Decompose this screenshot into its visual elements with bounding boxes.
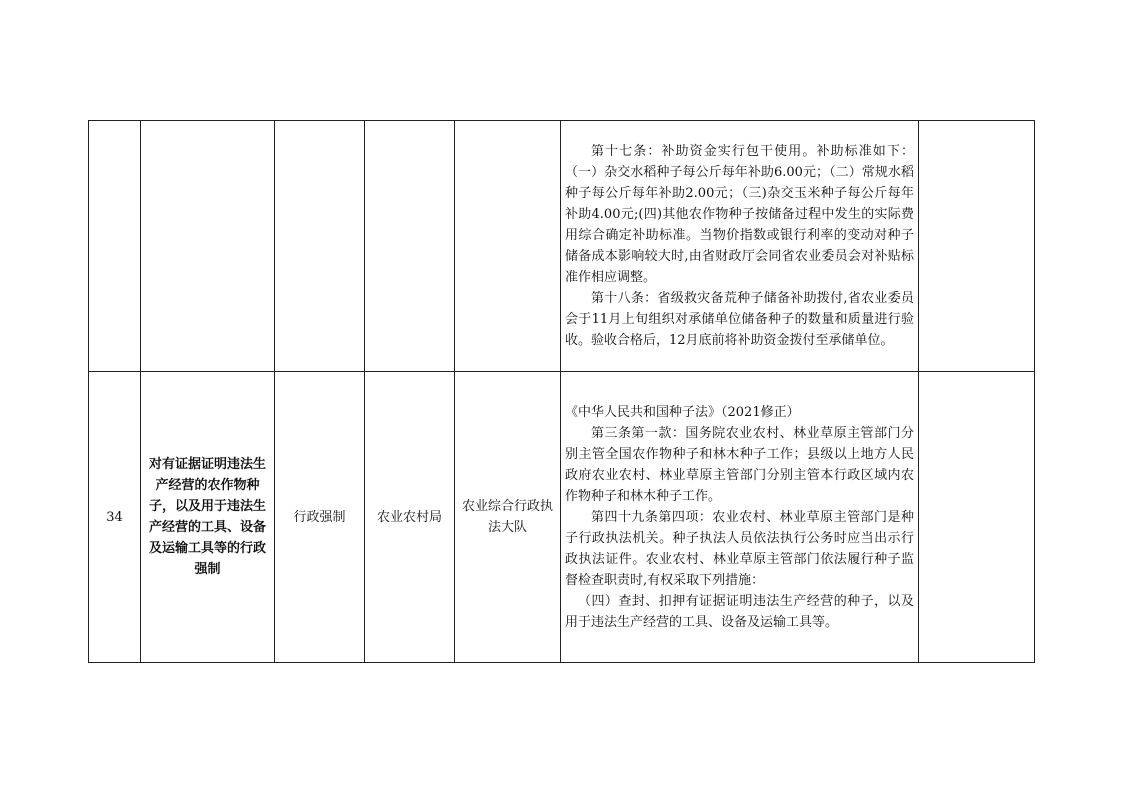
responsible-department	[365, 121, 455, 372]
legal-basis	[561, 372, 919, 663]
implementing-unit: 农业综合行政执法大队	[455, 372, 561, 663]
table-row	[89, 121, 1035, 372]
basis-paragraph: 第三条第一款：国务院农业农村、林业草原主管部门分别主管全国农作物种子和林木种子工作；县级以上地方人民政府农业农村、林业草原主管部门分别主管本行政区域内农作物种子和林木种子工作。	[565, 425, 914, 504]
item-name: 对有证据证明违法生产经营的农作物种子，以及用于违法生产经营的工具、设备及运输工具等的行政强制	[141, 372, 275, 663]
basis-paragraph: 第四十九条第四项：农业农村、林业草原主管部门是种子行政执法机关。种子执法人员依法执行公务时应当出示行政执法证件。农业农村、林业草原主管部门依法履行种子监督检查职责时,有权采取下列措施：	[565, 509, 914, 588]
implementing-unit	[455, 121, 561, 372]
responsible-department: 农业农村局	[365, 372, 455, 663]
regulation-table	[88, 120, 1035, 663]
row-number: 34	[89, 372, 141, 663]
basis-paragraph: 第十八条：省级救灾备荒种子储备补助拨付,省农业委员会于11月上旬组织对承储单位储备种子的数量和质量进行验收。验收合格后，12月底前将补助资金拨付至承储单位。	[565, 291, 914, 348]
remarks	[919, 121, 1035, 372]
basis-clause: （四）查封、扣押有证据证明违法生产经营的种子，以及用于违法生产经营的工具、设备及运输工具等。	[565, 593, 914, 630]
basis-paragraph: 第十七条：补助资金实行包干使用。补助标准如下：（一）杂交水稻种子每公斤每年补助6.00元；（二）常规水稻种子每公斤每年补助2.00元；（三)杂交玉米种子每公斤每年补助4.00元;(四)其他农作物种子按储备过程中发生的实际费用综合确定补助标准。当物价指数或银行利率的变动对种子储备成本影响较大时,由省财政厅会同省农业委员会对补贴标准作相应调整。	[565, 144, 914, 285]
table-row	[89, 372, 1035, 663]
law-title: 《中华人民共和国种子法》（2021修正）	[565, 404, 800, 420]
enforcement-type	[275, 121, 365, 372]
row-number	[89, 121, 141, 372]
legal-basis	[561, 121, 919, 372]
enforcement-type: 行政强制	[275, 372, 365, 663]
item-name	[141, 121, 275, 372]
remarks	[919, 372, 1035, 663]
